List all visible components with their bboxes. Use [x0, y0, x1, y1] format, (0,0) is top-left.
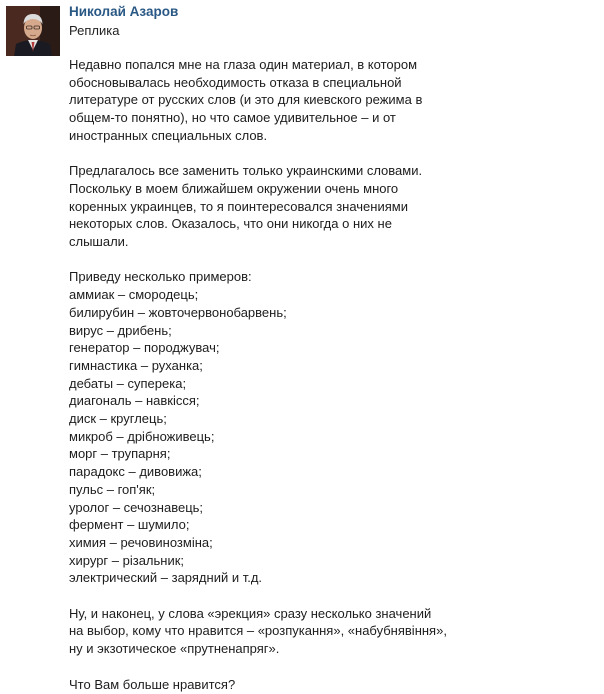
example-item: генератор – породжувач;	[69, 340, 220, 356]
author-avatar[interactable]	[6, 6, 60, 56]
example-item: химия – речовинозміна;	[69, 534, 213, 550]
text-line: на выбор, кому что нравится – «розпукання», «набубнявіння»,	[69, 623, 447, 639]
post-body	[69, 56, 589, 693]
example-item: электрический – зарядний и т.д.	[69, 570, 263, 586]
avatar-portrait-icon	[6, 6, 60, 56]
example-item: пульс – гоп'як;	[69, 481, 156, 497]
example-item: диагональ – навкісся;	[69, 393, 200, 409]
author-name[interactable]: Николай Азаров	[69, 4, 179, 19]
example-item: уролог – сечознавець;	[69, 499, 204, 515]
text-line: Недавно попался мне на глаза один материал, в котором	[69, 57, 418, 72]
text-line: иностранных специальных слов.	[69, 127, 268, 143]
text-line: обосновывалась необходимость отказа в специальной	[69, 74, 402, 90]
second-paragraph	[69, 162, 589, 251]
examples-list	[69, 268, 589, 587]
closing-question: Что Вам больше нравится?	[69, 676, 236, 692]
example-item: микроб – дрібноживець;	[69, 428, 215, 444]
example-item: диск – круглець;	[69, 411, 167, 427]
example-item: парадокс – дивовижа;	[69, 464, 202, 480]
post-subtitle: Реплика	[69, 23, 120, 38]
example-item: гимнастика – руханка;	[69, 357, 203, 373]
examples-heading: Приведу несколько примеров:	[69, 269, 252, 285]
text-line: общем-то понятно), но что самое удивительное – и от	[69, 110, 396, 126]
text-line: литературе от русских слов (и это для киевского режима в	[69, 92, 423, 108]
text-line: коренных украинцев, то я поинтересовался значениями	[69, 198, 408, 214]
example-item: фермент – шумило;	[69, 517, 190, 533]
final-paragraph	[69, 605, 589, 658]
example-item: морг – трупарня;	[69, 446, 171, 462]
example-item: хирург – різальник;	[69, 552, 185, 568]
text-line: Поскольку в моем ближайшем окружении очень много	[69, 180, 399, 196]
question-paragraph	[69, 676, 589, 694]
text-line: слышали.	[69, 234, 129, 250]
example-item: аммиак – смородець;	[69, 287, 199, 303]
example-item: билирубин – жовточервонобарвень;	[69, 304, 287, 320]
text-line: ну и экзотическое «прутненапряг».	[69, 641, 280, 657]
intro-paragraph	[69, 56, 589, 145]
example-item: вирус – дрибень;	[69, 322, 172, 338]
text-line: некоторых слов. Оказалось, что они никогда о них не	[69, 216, 392, 232]
text-line: Ну, и наконец, у слова «эрекция» сразу несколько значений	[69, 605, 432, 621]
text-line: Предлагалось все заменить только украинскими словами.	[69, 163, 423, 179]
example-item: дебаты – суперека;	[69, 375, 187, 391]
